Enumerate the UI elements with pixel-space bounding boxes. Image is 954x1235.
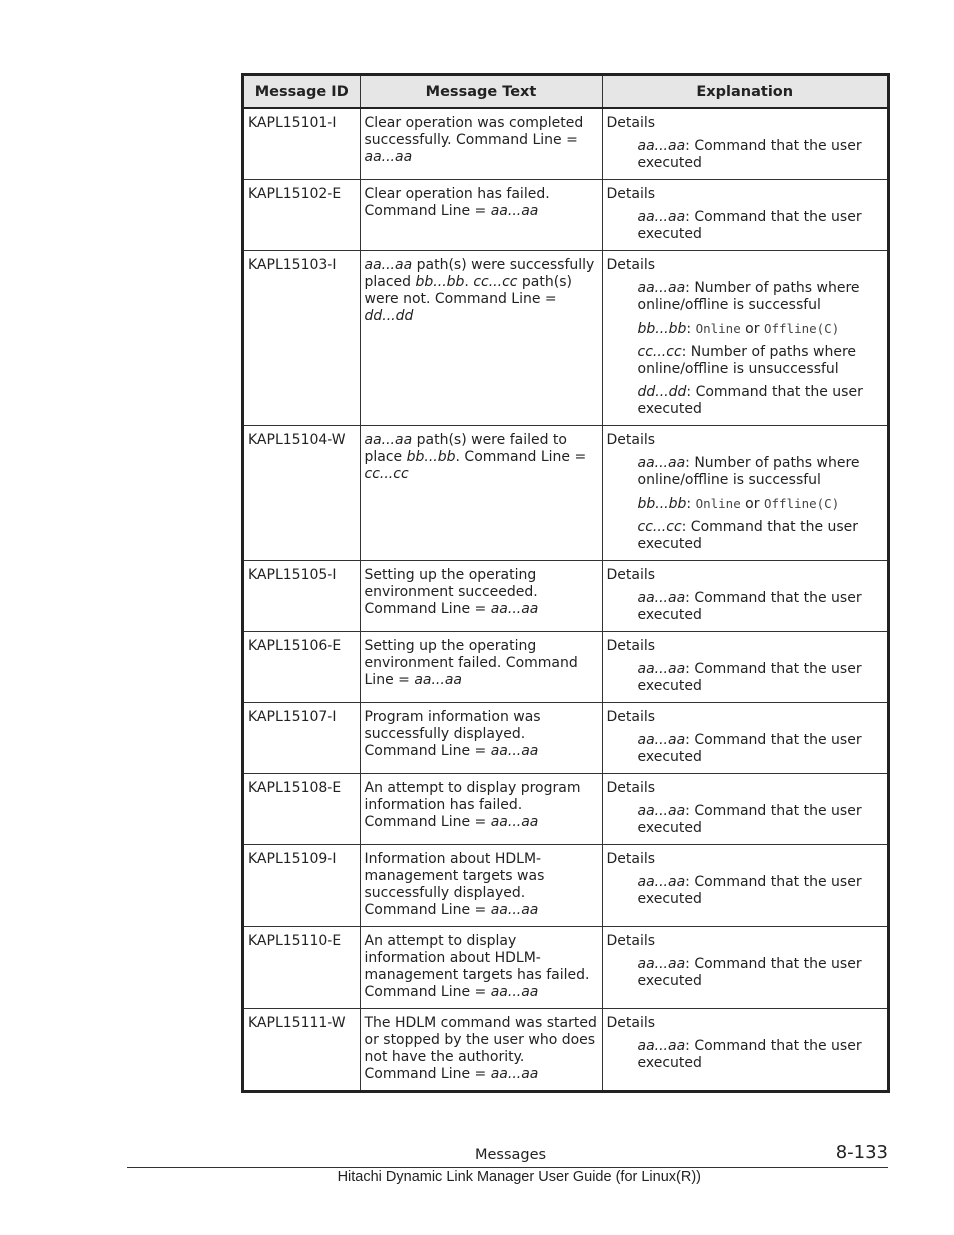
message-id-cell: KAPL15109-I (244, 845, 360, 927)
text-run: : Command that the user executed (637, 732, 862, 765)
detail-item (638, 1038, 884, 1072)
variable-text: aa...aa (637, 732, 686, 748)
message-text-cell (360, 703, 602, 774)
message-id-cell: KAPL15110-E (244, 927, 360, 1009)
footer-divider (127, 1167, 888, 1168)
variable-text: dd...dd (637, 384, 687, 400)
text-run: : Number of paths where online/offline is successful (637, 455, 860, 488)
explanation-cell (602, 632, 887, 703)
variable-text: cc...cc (473, 274, 518, 290)
variable-text: aa...aa (637, 590, 686, 606)
variable-text: aa...aa (637, 661, 686, 677)
header-message-id: Message ID (244, 76, 360, 108)
detail-item (638, 661, 884, 695)
detail-item (638, 384, 884, 418)
message-text-cell (360, 251, 602, 426)
details-label: Details (606, 709, 656, 725)
variable-text: aa...aa (637, 803, 686, 819)
table-row (244, 1009, 887, 1091)
variable-text: aa...aa (637, 956, 686, 972)
table-row (244, 426, 887, 561)
details-label: Details (606, 933, 656, 949)
text-run: Clear operation has failed. Command Line = (364, 186, 550, 219)
text-run: path(s) were successfully placed (364, 257, 595, 290)
details-label: Details (606, 186, 656, 202)
detail-item (638, 344, 884, 378)
detail-item (638, 956, 884, 990)
message-id-cell: KAPL15102-E (244, 180, 360, 251)
variable-text: dd...dd (364, 308, 414, 324)
variable-text: aa...aa (490, 203, 539, 219)
explanation-cell (602, 426, 887, 561)
explanation-cell (602, 108, 887, 180)
text-run: : (686, 496, 696, 512)
details-label: Details (606, 638, 656, 654)
message-text-cell (360, 774, 602, 845)
text-run: Setting up the operating environment failed. Command Line = (364, 638, 578, 688)
message-id-cell: KAPL15106-E (244, 632, 360, 703)
text-run: : Command that the user executed (637, 590, 862, 623)
detail-item (638, 495, 884, 513)
text-run: : Command that the user executed (637, 519, 859, 552)
message-id-cell: KAPL15101-I (244, 108, 360, 180)
message-text-cell (360, 561, 602, 632)
code-text: Offline(C) (763, 496, 840, 511)
message-id-cell: KAPL15111-W (244, 1009, 360, 1091)
message-text-cell (360, 108, 602, 180)
variable-text: aa...aa (490, 601, 539, 617)
text-run: path(s) were failed to place (364, 432, 567, 465)
code-text: Offline(C) (763, 321, 840, 336)
detail-item (638, 320, 884, 338)
explanation-cell (602, 927, 887, 1009)
message-text-cell (360, 1009, 602, 1091)
message-id-cell: KAPL15104-W (244, 426, 360, 561)
page-number: 8-133 (835, 1142, 888, 1163)
variable-text: aa...aa (490, 743, 539, 759)
detail-item (638, 732, 884, 766)
table-row (244, 632, 887, 703)
code-text: Online (695, 321, 741, 336)
variable-text: aa...aa (490, 902, 539, 918)
variable-text: aa...aa (637, 138, 686, 154)
explanation-cell (602, 774, 887, 845)
variable-text: aa...aa (414, 672, 462, 688)
text-run: : Number of paths where online/offline is successful (637, 280, 860, 313)
details-label: Details (606, 851, 656, 867)
book-title: Hitachi Dynamic Link Manager User Guide (for Linux(R)) (337, 1169, 701, 1185)
table-row (244, 561, 887, 632)
variable-text: aa...aa (490, 1066, 539, 1082)
message-id-cell: KAPL15107-I (244, 703, 360, 774)
text-run: : Command that the user executed (637, 874, 862, 907)
text-run: or (740, 496, 764, 512)
text-run: Clear operation was completed successfully. Command Line = (364, 115, 584, 148)
text-run: : Command that the user executed (637, 956, 862, 989)
message-text-cell (360, 180, 602, 251)
variable-text: aa...aa (637, 280, 686, 296)
table-row (244, 774, 887, 845)
variable-text: bb...bb (406, 449, 456, 465)
variable-text: aa...aa (637, 455, 686, 471)
variable-text: aa...aa (637, 1038, 686, 1054)
details-label: Details (606, 257, 656, 273)
text-run: : Command that the user executed (637, 138, 862, 171)
text-run: An attempt to display information about HDLM-management targets has failed. Command Line = (364, 933, 590, 1000)
detail-item (638, 280, 884, 314)
variable-text: aa...aa (637, 874, 686, 890)
text-run: : Command that the user executed (637, 1038, 862, 1071)
explanation-cell (602, 251, 887, 426)
explanation-cell (602, 561, 887, 632)
message-id-cell: KAPL15103-I (244, 251, 360, 426)
code-text: Online (695, 496, 741, 511)
text-run: : (686, 321, 696, 337)
message-text-cell (360, 845, 602, 927)
text-run: : Command that the user executed (637, 661, 862, 694)
table-row (244, 251, 887, 426)
text-run: . (464, 274, 474, 290)
explanation-cell (602, 703, 887, 774)
variable-text: bb...bb (415, 274, 465, 290)
detail-item (638, 138, 884, 172)
detail-item (638, 209, 884, 243)
details-label: Details (606, 1015, 656, 1031)
variable-text: aa...aa (490, 984, 539, 1000)
text-run: : Number of paths where online/offline is unsuccessful (637, 344, 857, 377)
detail-item (638, 803, 884, 837)
details-label: Details (606, 780, 656, 796)
text-run: : Command that the user executed (637, 209, 862, 242)
text-run: Setting up the operating environment succeeded. Command Line = (364, 567, 538, 617)
table-row (244, 927, 887, 1009)
details-label: Details (606, 115, 656, 131)
variable-text: bb...bb (637, 496, 687, 512)
detail-item (638, 455, 884, 489)
text-run: path(s) were not. Command Line = (364, 274, 572, 307)
message-table (241, 73, 890, 1093)
text-run: or (740, 321, 764, 337)
text-run: An attempt to display program information has failed. Command Line = (364, 780, 581, 830)
variable-text: aa...aa (364, 149, 413, 165)
details-label: Details (606, 567, 656, 583)
message-text-cell (360, 426, 602, 561)
footer-section-title: Messages (475, 1147, 547, 1163)
detail-item (638, 874, 884, 908)
variable-text: cc...cc (637, 519, 682, 535)
table-row (244, 703, 887, 774)
message-text-cell (360, 927, 602, 1009)
text-run: : Command that the user executed (637, 384, 863, 417)
variable-text: aa...aa (364, 432, 413, 448)
message-id-cell: KAPL15108-E (244, 774, 360, 845)
variable-text: aa...aa (490, 814, 539, 830)
variable-text: aa...aa (637, 209, 686, 225)
details-label: Details (606, 432, 656, 448)
table-header-row (244, 76, 887, 108)
detail-item (638, 519, 884, 553)
text-run: . Command Line = (455, 449, 587, 465)
message-text-cell (360, 632, 602, 703)
header-message-text: Message Text (360, 76, 602, 108)
text-run: The HDLM command was started or stopped by the user who does not have the authority. Command Line = (364, 1015, 597, 1082)
text-run: Program information was successfully displayed. Command Line = (364, 709, 541, 759)
text-run: : Command that the user executed (637, 803, 862, 836)
variable-text: cc...cc (637, 344, 682, 360)
table-row (244, 108, 887, 180)
explanation-cell (602, 180, 887, 251)
table-row (244, 180, 887, 251)
variable-text: aa...aa (364, 257, 413, 273)
header-explanation: Explanation (602, 76, 887, 108)
variable-text: cc...cc (364, 466, 409, 482)
text-run: Information about HDLM-management targets was successfully displayed. Command Line = (364, 851, 545, 918)
table-row (244, 845, 887, 927)
explanation-cell (602, 1009, 887, 1091)
explanation-cell (602, 845, 887, 927)
detail-item (638, 590, 884, 624)
message-id-cell: KAPL15105-I (244, 561, 360, 632)
variable-text: bb...bb (637, 321, 687, 337)
